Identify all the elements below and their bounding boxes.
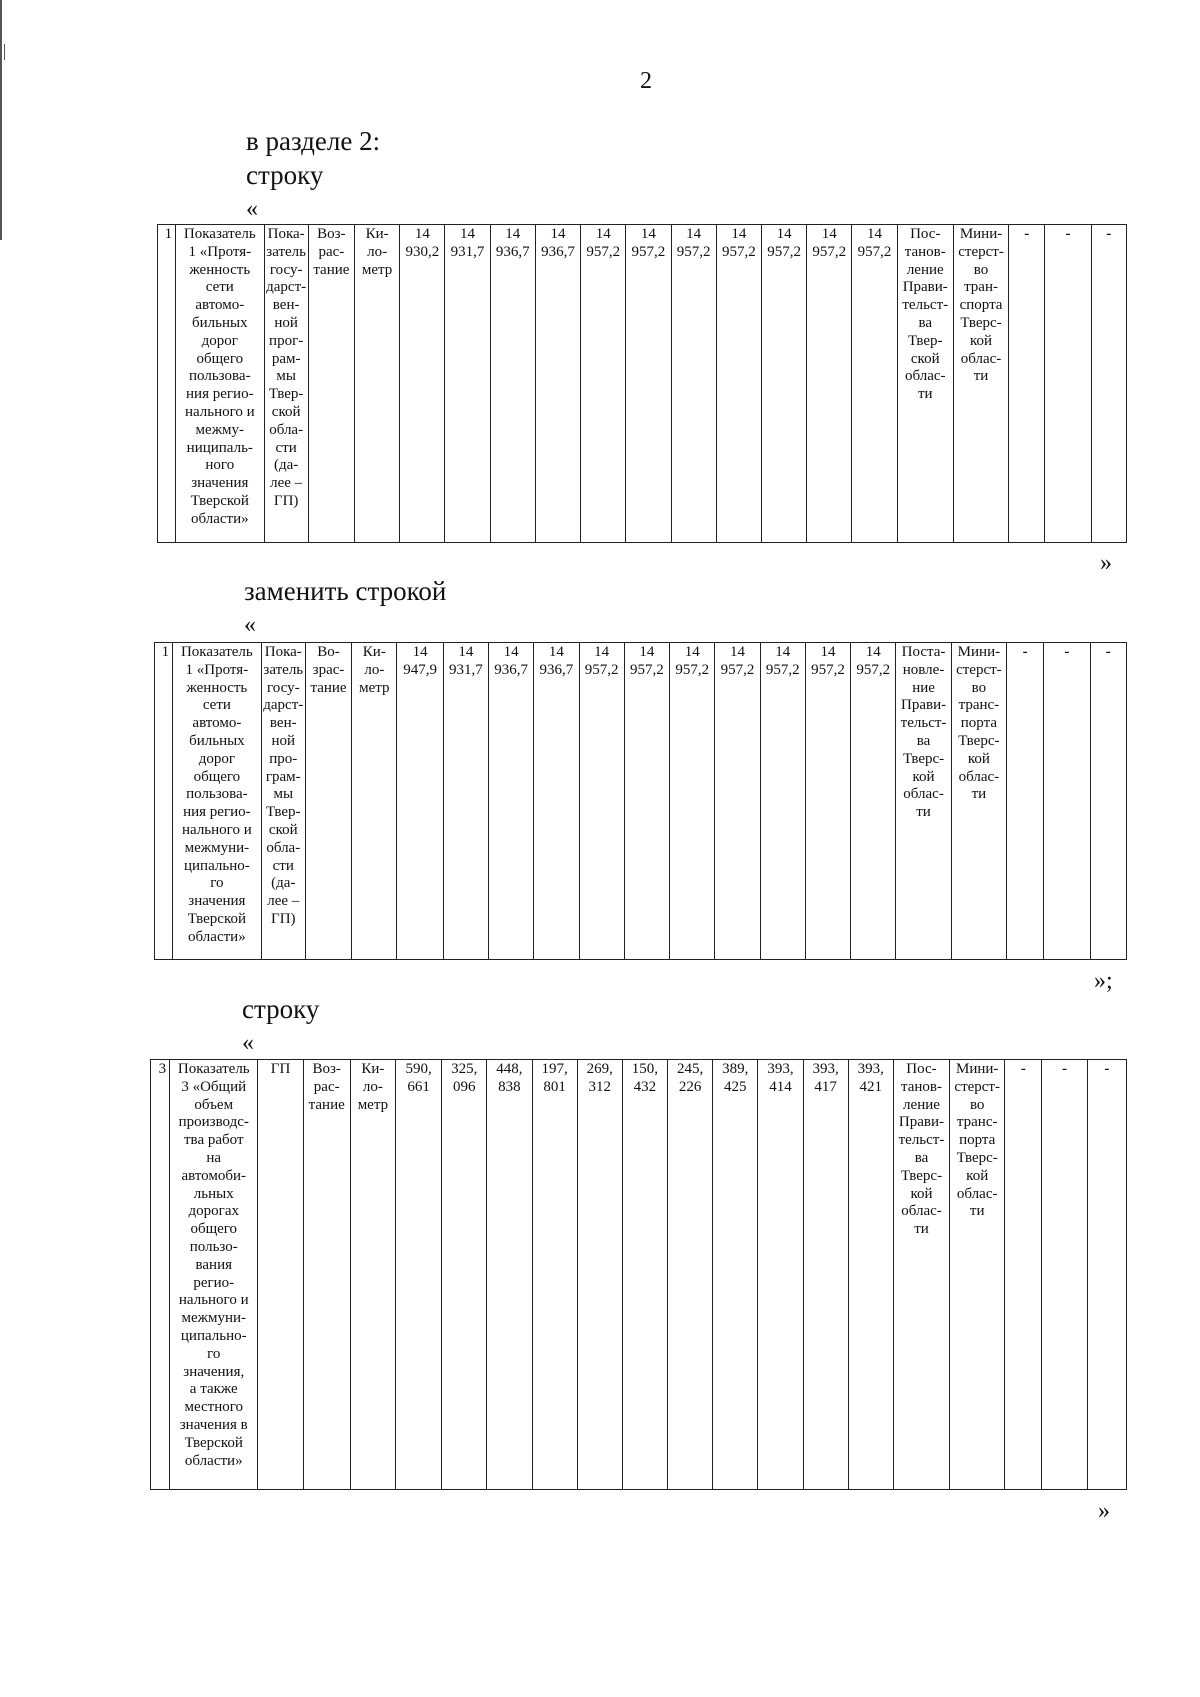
value-cell: 14 957,2 [581, 225, 626, 543]
value-cell: 393, 421 [848, 1060, 893, 1490]
extra-cell: - [1009, 225, 1045, 543]
indicator-direction: Воз- рас- тание [303, 1060, 350, 1490]
scan-margin-line [0, 0, 2, 240]
close-quote-semicolon: »; [1094, 968, 1113, 994]
value-cell: 14 931,7 [443, 643, 488, 960]
extra-cell: - [1087, 1060, 1126, 1490]
value-cell: 14 957,2 [715, 643, 760, 960]
open-quote: « [246, 196, 258, 222]
value-cell: 269, 312 [577, 1060, 622, 1490]
value-cell: 14 936,7 [534, 643, 579, 960]
close-quote: » [1100, 550, 1112, 576]
value-cell: 14 957,2 [852, 225, 897, 543]
indicator-type: Пока- затель госу- дарст- вен- ной прог- рам- мы Твер- ской обла- сти (да- лее – ГП) [264, 225, 308, 543]
value-cell: 393, 414 [758, 1060, 803, 1490]
value-cell: 14 957,2 [851, 643, 896, 960]
value-cell: 14 936,7 [490, 225, 535, 543]
responsible-cell: Мини- стерст- во транс- порта Тверс- кой облас- ти [951, 643, 1006, 960]
table-row [151, 1060, 1127, 1490]
indicator-type: Пока- затель госу- дарст- вен- ной про- грам- мы Твер- ской обла- сти (да- лее – ГП) [261, 643, 305, 960]
value-cell: 14 936,7 [489, 643, 534, 960]
instruction-row-label-2: строку [242, 994, 320, 1024]
value-cell: 389, 425 [713, 1060, 758, 1490]
row-number: 1 [155, 643, 173, 960]
value-cell: 14 957,2 [807, 225, 852, 543]
instruction-replace-label: заменить строкой [244, 576, 447, 606]
value-cell: 14 957,2 [626, 225, 671, 543]
document-cell: Пос- танов- ление Прави- тельст- ва Твер- ской облас- ти [897, 225, 953, 543]
responsible-cell: Мини- стерст- во тран- спорта Тверс- кой облас- ти [953, 225, 1008, 543]
indicator-direction: Во- зрас- тание [305, 643, 351, 960]
value-cell: 14 936,7 [535, 225, 580, 543]
value-cell: 14 931,7 [445, 225, 490, 543]
indicator-unit: Ки- ло- метр [352, 643, 397, 960]
new-row-1-table [154, 642, 1127, 960]
value-cell: 325, 096 [442, 1060, 487, 1490]
value-cell: 14 957,2 [579, 643, 624, 960]
extra-cell: - [1045, 225, 1091, 543]
section-intro: в разделе 2: [246, 126, 381, 156]
document-cell: Поста- новле- ние Прави- тельст- ва Тверс- кой облас- ти [896, 643, 951, 960]
value-cell: 590, 661 [395, 1060, 441, 1490]
extra-cell: - [1007, 643, 1044, 960]
open-quote: « [242, 1030, 254, 1056]
value-cell: 14 957,2 [671, 225, 716, 543]
value-cell: 448, 838 [487, 1060, 532, 1490]
open-quote: « [244, 612, 256, 638]
old-row-3-table [150, 1059, 1127, 1490]
scan-margin-tick [4, 44, 5, 60]
value-cell: 150, 432 [622, 1060, 667, 1490]
instruction-row-label: строку [246, 160, 324, 190]
value-cell: 14 957,2 [805, 643, 850, 960]
indicator-name: Показатель 1 «Протя- женность сети автомо- бильных дорог общего пользова- ния регио- нального и межмуни- ципально- го значения Тверской области» [173, 643, 262, 960]
value-cell: 14 957,2 [760, 643, 805, 960]
value-cell: 14 947,9 [397, 643, 443, 960]
indicator-name: Показатель 3 «Общий объем производс- тва работ на автомоби- льных дорогах общего пользо- вания регио- нального и межмуни- ципально- го значения, а также местного значения в Тверской области» [170, 1060, 258, 1490]
value-cell: 14 957,2 [624, 643, 669, 960]
value-cell: 197, 801 [532, 1060, 577, 1490]
responsible-cell: Мини- стерст- во транс- порта Тверс- кой облас- ти [950, 1060, 1005, 1490]
value-cell: 14 957,2 [670, 643, 715, 960]
row-number: 3 [151, 1060, 170, 1490]
row-number: 1 [158, 225, 176, 543]
value-cell: 393, 417 [803, 1060, 848, 1490]
indicator-type: ГП [258, 1060, 303, 1490]
value-cell: 245, 226 [668, 1060, 713, 1490]
indicator-unit: Ки- ло- метр [354, 225, 399, 543]
indicator-unit: Ки- ло- метр [350, 1060, 395, 1490]
old-row-1-table [157, 224, 1127, 543]
page-number: 2 [640, 68, 652, 94]
close-quote: » [1098, 1498, 1110, 1524]
table-row [155, 643, 1127, 960]
value-cell: 14 957,2 [761, 225, 806, 543]
extra-cell: - [1090, 643, 1126, 960]
extra-cell: - [1091, 225, 1126, 543]
indicator-name: Показатель 1 «Протя- женность сети автомо- бильных дорог общего пользова- ния регио- нального и межму- ниципаль- ного значения Тверской области» [176, 225, 264, 543]
table-row [158, 225, 1127, 543]
value-cell: 14 930,2 [400, 225, 445, 543]
extra-cell: - [1042, 1060, 1087, 1490]
extra-cell: - [1044, 643, 1090, 960]
extra-cell: - [1005, 1060, 1042, 1490]
value-cell: 14 957,2 [716, 225, 761, 543]
document-cell: Пос- танов- ление Прави- тельст- ва Тверс- кой облас- ти [893, 1060, 949, 1490]
indicator-direction: Воз- рас- тание [308, 225, 354, 543]
